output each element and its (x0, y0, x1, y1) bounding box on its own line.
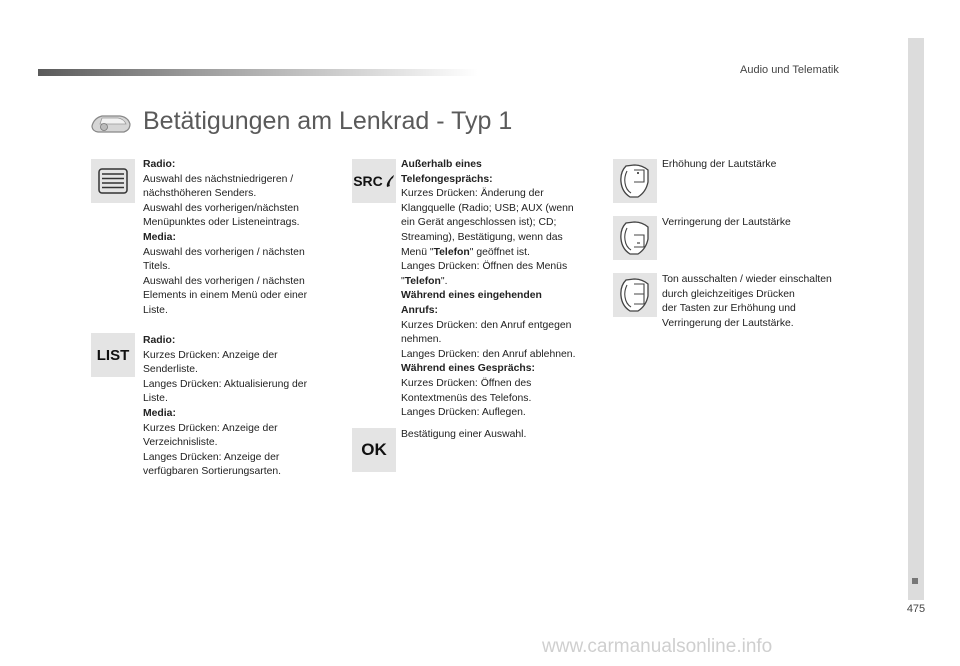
text-line: Kurzes Drücken: Änderung der (401, 188, 544, 200)
text-line: nächsthöheren Senders. (143, 188, 257, 200)
media-heading: Media: (143, 231, 176, 243)
phone-handset-icon (385, 174, 395, 188)
list-description (143, 334, 338, 480)
text-line: Verringerung der Lautstärke. (662, 317, 794, 329)
steering-wheel-car-icon (90, 112, 132, 136)
text-fragment: ". (440, 275, 448, 287)
text-line: Auswahl des vorherigen / nächsten (143, 246, 305, 258)
src-phone-description (401, 158, 601, 421)
outside-call-heading: Telefongesprächs: (401, 173, 493, 185)
sidebar-marker (912, 578, 918, 584)
section-title: Audio und Telematik (740, 64, 839, 76)
page-title: Betätigungen am Lenkrad - Typ 1 (143, 107, 513, 135)
media-heading: Media: (143, 407, 176, 419)
scroll-wheel-icon (98, 168, 128, 194)
text-line: Kurzes Drücken: Anzeige der (143, 422, 278, 434)
page-sidebar (908, 38, 924, 600)
text-line: Elements in einem Menü oder einer (143, 290, 308, 302)
mute-description (662, 273, 867, 331)
text-line: der Tasten zur Erhöhung und (662, 303, 796, 315)
mute-paddle-icon (618, 276, 652, 314)
text-line: Klangquelle (Radio; USB; AUX (wenn (401, 202, 574, 214)
header-gradient-bar (38, 69, 478, 76)
incoming-call-heading: Während eines eingehenden (401, 290, 542, 302)
text-line: Titels. (143, 261, 171, 273)
text-line: ein Gerät angeschlossen ist); CD; (401, 217, 557, 229)
text-line: Kurzes Drücken: Öffnen des (401, 377, 532, 389)
text-fragment: " (401, 275, 405, 287)
volume-up-button[interactable] (613, 159, 657, 203)
volume-up-paddle-icon (618, 162, 652, 200)
text-line: Verringerung der Lautstärke (662, 217, 791, 228)
page-number: 475 (906, 603, 926, 615)
text-line: Liste. (143, 304, 168, 316)
during-call-heading: Während eines Gesprächs: (401, 363, 535, 375)
text-line: Langes Drücken: den Anruf ablehnen. (401, 348, 576, 360)
incoming-call-heading: Anrufs: (401, 304, 438, 316)
volume-down-description (662, 216, 862, 231)
text-line: Liste. (143, 393, 168, 405)
ok-button[interactable] (352, 428, 396, 472)
text-line: Kurzes Drücken: Anzeige der (143, 349, 278, 361)
list-button[interactable] (91, 333, 135, 377)
ok-description (401, 428, 601, 443)
scroll-wheel-description (143, 158, 338, 319)
text-line: Kurzes Drücken: den Anruf entgegen (401, 319, 572, 331)
text-line: Ton ausschalten / wieder einschalten (662, 274, 832, 285)
telefon-term: Telefon (404, 275, 441, 287)
watermark: www.carmanualsonline.info (542, 636, 773, 657)
telefon-term: Telefon (433, 246, 470, 258)
text-line: durch gleichzeitiges Drücken (662, 288, 795, 300)
scroll-wheel-button[interactable] (91, 159, 135, 203)
text-line: Langes Drücken: Auflegen. (401, 407, 526, 419)
radio-heading: Radio: (143, 335, 176, 346)
ok-label-icon: OK (361, 440, 387, 459)
text-line: Streaming), Bestätigung, wenn das (401, 231, 563, 243)
text-fragment: " geöffnet ist. (469, 246, 530, 258)
text-line: Auswahl des vorherigen / nächsten (143, 275, 305, 287)
volume-down-paddle-icon (618, 219, 652, 257)
text-line: Auswahl des nächstniedrigeren / (143, 173, 294, 185)
text-line (401, 275, 601, 290)
text-line: Senderliste. (143, 364, 198, 376)
text-line (401, 246, 601, 261)
src-label-icon: SRC (353, 173, 383, 189)
text-line: Verzeichnisliste. (143, 437, 218, 449)
text-line: Kontextmenüs des Telefons. (401, 392, 532, 404)
text-line: Auswahl des vorherigen/nächsten (143, 202, 299, 214)
text-line: nehmen. (401, 334, 442, 346)
text-line: Menüpunktes oder Listeneintrags. (143, 217, 300, 229)
text-line: Langes Drücken: Anzeige der (143, 451, 280, 463)
text-line: Bestätigung einer Auswahl. (401, 429, 527, 440)
text-line: verfügbaren Sortierungsarten. (143, 466, 282, 478)
text-fragment: Menü " (401, 246, 434, 258)
mute-button[interactable] (613, 273, 657, 317)
text-line: Langes Drücken: Öffnen des Menüs (401, 261, 568, 273)
text-line: Erhöhung der Lautstärke (662, 159, 777, 170)
src-phone-button[interactable] (352, 159, 396, 203)
volume-up-description (662, 158, 862, 173)
radio-heading: Radio: (143, 159, 176, 170)
text-line: Langes Drücken: Aktualisierung der (143, 378, 308, 390)
list-label-icon: LIST (96, 346, 130, 364)
outside-call-heading: Außerhalb eines (401, 159, 482, 170)
volume-down-button[interactable] (613, 216, 657, 260)
